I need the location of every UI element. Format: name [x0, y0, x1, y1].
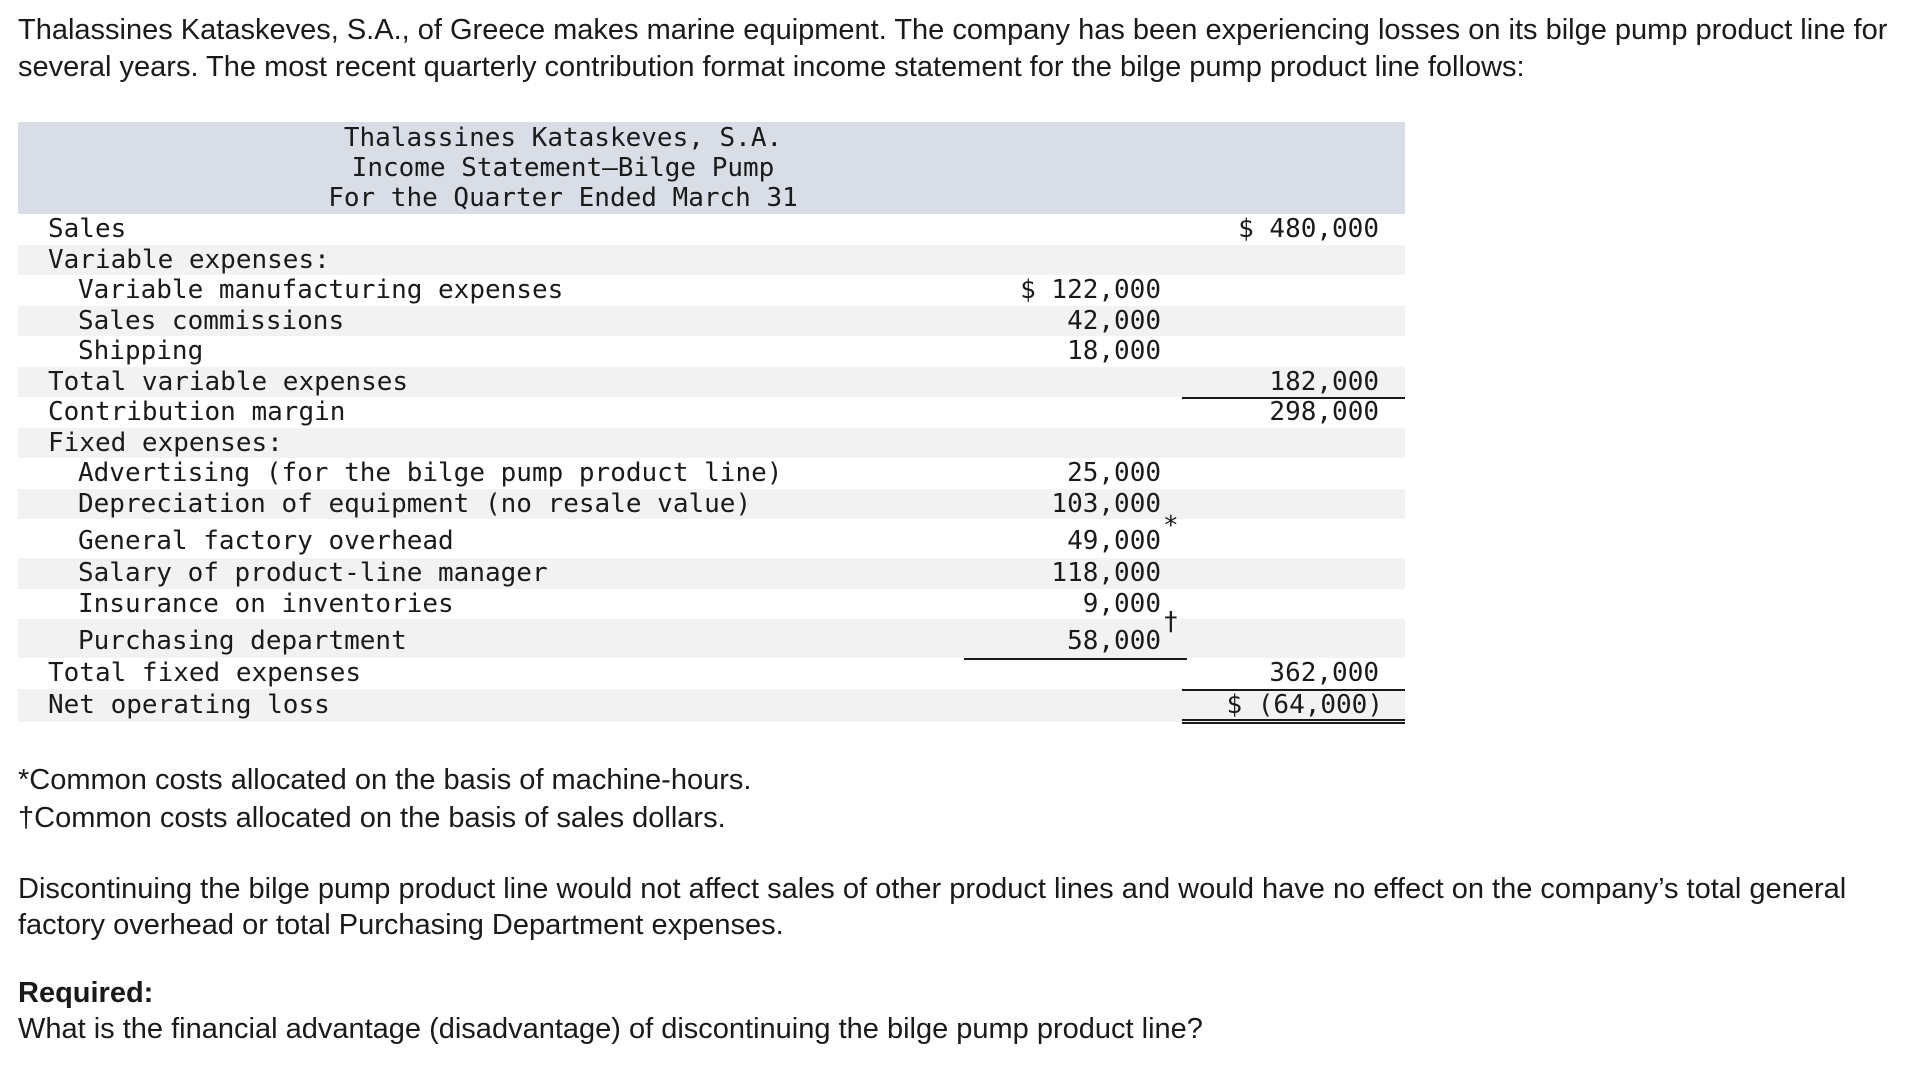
- sales-row: [18, 214, 1405, 245]
- total-fixed-expenses-amount: 362,000: [1269, 658, 1379, 688]
- fixed-item-label: Advertising (for the bilge pump product line): [78, 458, 783, 488]
- footnote-dagger: †Common costs allocated on the basis of sales dollars.: [18, 802, 726, 834]
- variable-item-label: Sales commissions: [78, 305, 345, 336]
- fixed-item-amount: 25,000: [1067, 458, 1161, 488]
- variable-item-row: [18, 275, 1405, 306]
- contribution-margin-amount: 298,000: [1269, 397, 1379, 427]
- net-operating-loss-row: [18, 689, 1405, 722]
- fixed-item-row: [18, 458, 1405, 489]
- variable-expenses-header: Variable expenses:: [48, 244, 330, 275]
- discontinuation-paragraph: Discontinuing the bilge pump product line would not affect sales of other product lines and would have no effect on the company’s total general factory overhead or total Purchasing Department expenses.: [18, 873, 1847, 941]
- fixed-item-row: [18, 558, 1405, 589]
- fixed-item-label: Purchasing department: [78, 626, 407, 656]
- variable-item-label: Variable manufacturing expenses: [78, 275, 564, 305]
- income-statement-table: [18, 122, 1405, 722]
- fixed-item-row: [18, 607, 1405, 658]
- statement-period: For the Quarter Ended March 31: [328, 183, 798, 213]
- company-name: Thalassines Kataskeves, S.A.: [343, 123, 783, 153]
- sales-amount: $ 480,000: [1238, 214, 1379, 244]
- variable-item-row: [18, 306, 1405, 337]
- statement-title: Income Statement—Bilge Pump: [351, 153, 775, 183]
- total-variable-expenses-amount: 182,000: [1269, 366, 1379, 397]
- net-operating-loss-label: Net operating loss: [48, 689, 330, 720]
- intro-paragraph: Thalassines Kataskeves, S.A., of Greece makes marine equipment. The company has been experiencing losses on its bilge pump product line for several years. The most recent quarterly contribution format income statement for the bilge pump product line follows:: [18, 14, 1888, 83]
- fixed-item-label: Depreciation of equipment (no resale value): [78, 488, 752, 519]
- variable-item-amount: 18,000: [1067, 336, 1161, 366]
- fixed-item-amount: 118,000: [1051, 558, 1161, 588]
- total-variable-expenses-row: [18, 367, 1405, 398]
- fixed-item-row: [18, 489, 1405, 520]
- total-fixed-expenses-label: Total fixed expenses: [48, 658, 362, 688]
- asterisk-footnote-marker: *: [1163, 511, 1179, 541]
- variable-expenses-header-row: [18, 245, 1405, 276]
- footnote-asterisk: *Common costs allocated on the basis of machine-hours.: [18, 764, 752, 796]
- fixed-item-row: [18, 511, 1405, 558]
- fixed-item-amount: 58,000: [1067, 626, 1161, 656]
- required-heading: Required:: [18, 977, 154, 1009]
- fixed-item-label: Salary of product-line manager: [78, 558, 548, 588]
- total-fixed-expenses-row: [18, 658, 1405, 689]
- variable-item-row: [18, 336, 1405, 367]
- fixed-item-label: Insurance on inventories: [78, 588, 454, 619]
- dagger-footnote-marker: †: [1163, 607, 1179, 637]
- fixed-expenses-header-row: [18, 428, 1405, 459]
- fixed-item-amount: 103,000: [1051, 488, 1161, 519]
- contribution-margin-row: [18, 397, 1405, 428]
- contribution-margin-label: Contribution margin: [48, 397, 346, 427]
- fixed-item-row: [18, 589, 1405, 620]
- statement-header: [18, 122, 1405, 214]
- required-question: What is the financial advantage (disadvantage) of discontinuing the bilge pump product line?: [18, 1013, 1203, 1045]
- net-operating-loss-amount: $ (64,000): [1226, 689, 1383, 720]
- total-variable-expenses-label: Total variable expenses: [48, 366, 409, 397]
- variable-item-amount: $ 122,000: [1020, 275, 1161, 305]
- fixed-item-amount: 49,000: [1067, 526, 1161, 556]
- variable-item-amount: 42,000: [1067, 305, 1161, 336]
- fixed-item-label: General factory overhead: [78, 526, 454, 556]
- fixed-expenses-header: Fixed expenses:: [48, 427, 283, 458]
- sales-label: Sales: [48, 214, 127, 244]
- fixed-item-amount: 9,000: [1082, 588, 1161, 619]
- variable-item-label: Shipping: [78, 336, 204, 366]
